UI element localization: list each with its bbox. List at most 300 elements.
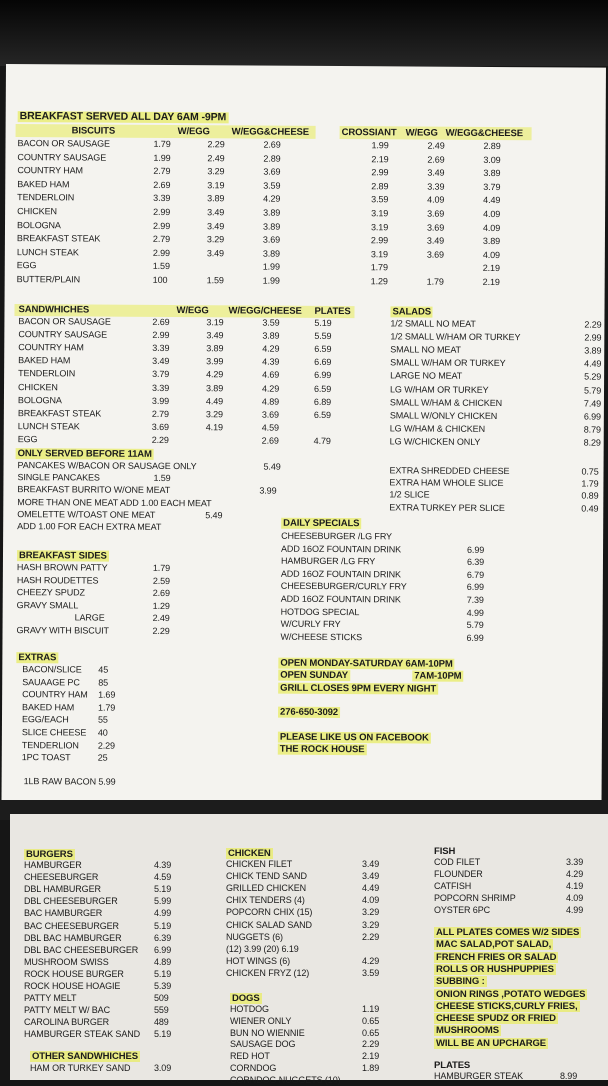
burger-price: 4.59: [154, 872, 172, 883]
chicken-price: 4.49: [362, 883, 380, 894]
item-name: COUNTRY HAM: [18, 342, 84, 353]
crossiant-wegg-header: W/EGG: [405, 127, 438, 139]
sandwiches-title: SANDWHICHES: [18, 304, 90, 316]
fish-name: FLOUNDER: [434, 869, 483, 880]
burger-name: HAMBURGER: [24, 860, 82, 870]
sandwich-wegg-price: 3.99: [206, 356, 224, 367]
salad-price: 5.79: [583, 385, 602, 396]
breakfast-sides-title: BREAKFAST SIDES: [18, 550, 107, 562]
extra-price: 55: [97, 714, 108, 726]
burger-name: DBL CHEESEBURGER: [24, 896, 118, 907]
dogs-title: DOGS: [232, 993, 260, 1004]
plates-item-price: 8.99: [560, 1071, 578, 1081]
item-name: CHICKEN: [17, 381, 58, 392]
dog-name: WIENER ONLY: [230, 1015, 292, 1026]
extra-name: BAKED HAM: [22, 701, 75, 713]
crossiant-weggcheese-price: 4.09: [482, 222, 501, 233]
burger-name: CAROLINA BURGER: [24, 1017, 110, 1028]
special-name: HAMBURGER /LG FRY: [280, 555, 376, 567]
salad-name: SMALL W/HAM OR TURKEY: [390, 357, 506, 369]
sandwich-weggcheese-price: 3.59: [262, 317, 280, 328]
extra-name: SLICE CHEESE: [21, 727, 87, 738]
crossiant-wegg-price: 3.69: [426, 222, 445, 233]
biscuit-price: 2.99: [153, 206, 171, 218]
salad-extra-price: 0.75: [581, 466, 599, 477]
chicken-name: POPCORN CHIX (15): [226, 907, 313, 918]
plates-note-line: MUSHROOMS: [436, 1025, 499, 1037]
chicken-name: CHICKEN FRYZ (12): [226, 967, 310, 978]
side-price: 1.79: [152, 562, 171, 574]
special-price: 6.99: [467, 544, 485, 555]
biscuits-header: BISCUITS: [71, 125, 116, 137]
side-name: LARGE: [74, 612, 105, 624]
plates-note-line: MAC SALAD,POT SALAD,: [436, 939, 552, 951]
sandwich-wegg-header: W/EGG: [176, 305, 209, 317]
salad-extra-name: EXTRA TURKEY PER SLICE: [389, 501, 505, 513]
crossiant-price: 3.19: [371, 208, 389, 219]
extra-name: SAUAAGE PC: [22, 676, 80, 688]
biscuit-price: 2.79: [152, 234, 171, 245]
salad-extra-name: 1/2 SLICE: [389, 489, 430, 500]
salad-name: LARGE NO MEAT: [390, 370, 463, 382]
item-name: COUNTRY SAUSAGE: [18, 329, 108, 340]
extra-item-price: 1.59: [153, 473, 171, 484]
raw-bacon: 1LB RAW BACON 5.99: [23, 776, 116, 787]
biscuit-wegg-price: 2.49: [207, 152, 225, 163]
extra-name: TENDERLION: [21, 739, 79, 751]
dog-price: 1.19: [362, 1004, 380, 1014]
plate-price: 5.59: [314, 330, 332, 342]
crossiant-price: 1.99: [371, 140, 389, 151]
chicken-name: CHICK TEND SAND: [226, 871, 307, 882]
item-name: BUTTER/PLAIN: [16, 274, 81, 285]
sandwich-price: 3.99: [151, 395, 170, 406]
salad-name: SMALL W/HAM & CHICKEN: [389, 396, 503, 408]
plates-note-line: ROLLS OR HUSHPUPPIES: [436, 963, 554, 975]
dog-price: 0.65: [362, 1027, 380, 1038]
crossiant-weggcheese-price: 3.09: [483, 154, 501, 165]
grill-closes: GRILL CLOSES 9PM EVERY NIGHT: [280, 682, 437, 695]
side-name: GRAVY WITH BISCUIT: [16, 625, 109, 636]
item-name: BACON OR SAUSAGE: [17, 138, 110, 149]
salad-name: LG W/HAM OR TURKEY: [389, 383, 489, 395]
biscuit-price: 100: [152, 274, 168, 285]
crossiant-price: 1.79: [370, 262, 388, 273]
extra-item-price: 3.99: [259, 485, 277, 497]
crossiant-weggcheese-price: 4.49: [483, 195, 501, 206]
side-price: 2.69: [152, 588, 170, 599]
extra-price: 1.69: [98, 689, 116, 700]
daily-specials-title: DAILY SPECIALS: [283, 517, 360, 530]
crossiant-wegg-price: 2.69: [427, 154, 445, 165]
item-name: BREAKFAST STEAK: [16, 233, 101, 244]
side-name: CHEEZY SPUDZ: [16, 587, 85, 598]
hours-sunday-time: 7AM-10PM: [414, 670, 462, 682]
plates-note-line: SUBBING :: [436, 976, 485, 988]
crossiant-price: 2.19: [371, 153, 389, 164]
item-name: TENDERLOIN: [17, 192, 75, 203]
crossiant-price: 2.99: [371, 167, 389, 178]
special-price: 5.79: [466, 620, 484, 631]
salad-price: 2.99: [584, 332, 602, 343]
crossiant-wegg-price: 1.79: [426, 276, 444, 287]
hours-sunday-label: OPEN SUNDAY: [280, 669, 349, 682]
special-name: CHEESEBURGER/CURLY FRY: [280, 581, 407, 592]
fish-name: CATFISH: [434, 881, 472, 892]
fish-name: POPCORN SHRIMP: [434, 893, 516, 904]
sandwich-wegg-price: 4.49: [205, 395, 224, 406]
crossiant-wegg-price: 4.09: [427, 194, 445, 206]
extra-item: BREAKFAST BURRITO W/ONE MEAT: [17, 484, 171, 496]
crossiant-price: 2.99: [370, 235, 389, 246]
extra-item: OMELETTE W/TOAST ONE MEAT: [17, 508, 156, 520]
burger-price: 5.19: [154, 920, 172, 931]
burger-name: DBL HAMBURGER: [24, 884, 101, 895]
sandwich-weggcheese-price: 4.29: [261, 383, 280, 394]
item-name: EGG: [17, 433, 38, 445]
fish-price: 4.99: [566, 905, 584, 916]
biscuit-wegg-price: 3.49: [206, 248, 225, 259]
plates-note-line: CHEESE STICKS,CURLY FRIES,: [436, 1000, 578, 1012]
crossiant-weggcheese-price: 2.19: [482, 263, 500, 274]
salad-price: 8.29: [583, 437, 601, 448]
corndog-nuggets: CORNDOG NUGGETS (10): [230, 1075, 341, 1085]
item-name: BAKED HAM: [17, 178, 70, 190]
chicken-name: CHIX TENDERS (4): [226, 895, 305, 906]
burger-price: 4.89: [154, 956, 172, 967]
burger-price: 6.39: [154, 932, 172, 943]
biscuit-wegg-price: 3.29: [207, 166, 225, 177]
extras-title: EXTRAS: [18, 652, 57, 664]
sandwich-weggcheese-price: 4.89: [261, 396, 280, 407]
crossiant-wegg-price: 2.49: [427, 140, 445, 151]
sandwich-price: 2.99: [152, 329, 170, 341]
burger-price: 5.19: [154, 1029, 172, 1040]
crossiant-wegg-price: 3.69: [426, 249, 445, 260]
crossiant-weggcheese-price: 2.89: [483, 140, 501, 152]
side-price: 1.29: [152, 600, 170, 611]
biscuit-wegg-price: 3.19: [207, 180, 225, 191]
extra-price: 25: [97, 752, 108, 763]
sandwich-weggcheese-price: 4.69: [262, 369, 280, 381]
burger-price: 509: [154, 993, 169, 1004]
salad-extra-price: 1.79: [581, 478, 599, 489]
side-price: 2.29: [152, 625, 170, 637]
chicken-price: 3.59: [362, 967, 380, 978]
crossiant-weggcheese-price: 3.89: [482, 236, 501, 247]
burger-name: BAC CHEESEBURGER: [24, 920, 119, 931]
side-name: GRAVY SMALL: [16, 599, 79, 611]
extra-item: SINGLE PANCAKES: [17, 472, 100, 483]
item-name: COUNTRY HAM: [17, 165, 83, 176]
special-price: 6.99: [466, 582, 484, 593]
biscuit-wegg-price: 2.29: [207, 139, 225, 150]
biscuit-price: 1.59: [152, 261, 170, 272]
dog-name: CORNDOG: [230, 1063, 277, 1073]
special-name: ADD 16OZ FOUNTAIN DRINK: [280, 593, 401, 605]
fish-name: OYSTER 6PC: [434, 905, 491, 916]
extra-item-price: 5.49: [205, 510, 223, 521]
biscuit-wegg-price: 3.49: [207, 207, 225, 218]
dog-price: 1.89: [362, 1063, 380, 1073]
biscuit-price: 2.99: [152, 247, 171, 258]
sandwich-price: 2.29: [151, 434, 169, 445]
extra-price: 1.79: [98, 702, 116, 713]
burger-name: DBL BAC HAMBURGER: [24, 932, 122, 943]
plates-item: HAMBURGER STEAK: [434, 1071, 524, 1081]
phone-number: 276-650-3092: [280, 706, 339, 719]
biscuit-wegg-price: 3.49: [206, 220, 225, 231]
weggcheese-header: W/EGG&CHEESE: [231, 126, 310, 138]
other-sandwich-price: 3.09: [154, 1063, 172, 1073]
burger-name: BAC HAMBURGER: [24, 908, 103, 919]
dog-name: BUN NO WIENNIE: [230, 1027, 305, 1038]
burger-name: DBL BAC CHEESEBURGER: [24, 944, 139, 955]
biscuit-weggcheese-price: 3.69: [262, 234, 281, 245]
sandwich-wegg-price: 4.29: [206, 369, 224, 380]
fish-price: 4.29: [566, 869, 584, 880]
dog-name: HOTDOG: [230, 1004, 269, 1014]
burger-name: PATTY MELT W/ BAC: [24, 1005, 110, 1016]
fish-title: FISH: [434, 846, 456, 857]
salad-name: LG W/CHICKEN ONLY: [389, 436, 481, 447]
item-name: BOLOGNA: [16, 219, 61, 230]
extra-name: 1PC TOAST: [21, 752, 71, 763]
biscuit-wegg-price: 1.59: [206, 275, 224, 286]
biscuit-weggcheese-price: 3.89: [262, 248, 281, 259]
salad-name: 1/2 SMALL NO MEAT: [390, 318, 476, 329]
special-name: W/CURLY FRY: [280, 618, 341, 630]
plate-price: 6.89: [313, 396, 332, 407]
plate-price: 6.59: [314, 344, 332, 355]
crossiant-weggcheese-price: 3.89: [483, 168, 501, 179]
burger-name: MUSHROOM SWISS: [24, 956, 109, 967]
dog-name: RED HOT: [230, 1051, 270, 1062]
item-name: BAKED HAM: [18, 355, 71, 366]
biscuit-weggcheese-price: 3.69: [263, 166, 281, 177]
biscuit-weggcheese-price: 3.59: [263, 180, 281, 191]
salad-extra-price: 0.49: [581, 503, 599, 514]
salads-title: SALADS: [392, 306, 431, 318]
burger-price: 559: [154, 1005, 169, 1016]
biscuit-weggcheese-price: 3.89: [262, 221, 281, 232]
crossiant-wegg-price: 3.49: [426, 235, 445, 246]
burger-price: 5.19: [154, 884, 172, 895]
crossiant-price: 3.59: [371, 194, 389, 205]
dark-background: [0, 0, 608, 66]
plates-note-line: WILL BE AN UPCHARGE: [436, 1037, 546, 1049]
plates-note-line: ALL PLATES COMES W/2 SIDES: [436, 927, 580, 938]
burger-price: 5.39: [154, 981, 172, 991]
burger-price: 5.99: [154, 896, 172, 907]
facebook-note: PLEASE LIKE US ON FACEBOOK: [279, 731, 429, 744]
item-name: BACON OR SAUSAGE: [18, 316, 111, 327]
plate-price: 5.19: [314, 317, 332, 328]
salad-price: 4.49: [584, 358, 602, 369]
chicken-price: 2.29: [362, 931, 380, 942]
only-before-11: ONLY SERVED BEFORE 11AM: [17, 448, 152, 460]
extra-item-price: 5.49: [263, 461, 281, 472]
salad-price: 5.29: [584, 371, 602, 383]
extra-price: 40: [97, 727, 108, 738]
plate-price: 6.99: [314, 370, 332, 381]
extra-name: EGG/EACH: [21, 714, 69, 725]
chicken-name: CHICKEN FILET: [226, 859, 293, 869]
biscuit-price: 2.99: [152, 220, 171, 231]
special-name: ADD 16OZ FOUNTAIN DRINK: [280, 568, 401, 580]
biscuit-price: 3.39: [153, 193, 171, 204]
biscuit-price: 2.69: [153, 179, 171, 190]
biscuit-weggcheese-price: 2.89: [263, 153, 281, 164]
crossiant-wegg-price: 3.69: [427, 208, 445, 219]
burgers-title: BURGERS: [26, 849, 73, 860]
salad-name: LG W/HAM & CHICKEN: [389, 423, 486, 434]
sandwich-price: 3.49: [152, 356, 170, 367]
burger-name: ROCK HOUSE HOAGIE: [24, 981, 121, 991]
extra-price: 85: [98, 677, 109, 688]
salad-extra-price: 0.89: [581, 490, 599, 502]
item-name: TENDERLOIN: [18, 368, 76, 379]
sandwich-wegg-price: 3.89: [205, 382, 224, 393]
dog-name: SAUSAGE DOG: [230, 1039, 296, 1050]
extra-name: BACON/SLICE: [22, 664, 82, 675]
sandwich-weggcheese-price: 4.29: [262, 343, 280, 354]
fish-price: 3.39: [566, 857, 584, 867]
burger-price: 6.99: [154, 944, 172, 955]
sandwich-price: 3.39: [152, 343, 170, 354]
extra-name: COUNTRY HAM: [22, 689, 88, 700]
crossiant-price: 3.19: [370, 249, 389, 260]
chicken-title: CHICKEN: [228, 848, 271, 859]
item-name: COUNTRY SAUSAGE: [17, 151, 107, 163]
plates-note-line: FRENCH FRIES OR SALAD: [436, 951, 557, 963]
sandwich-weggcheese-price: 3.89: [262, 330, 280, 341]
chicken-price: 4.09: [362, 895, 380, 906]
crossiant-header: CROSSIANT: [341, 127, 397, 139]
plate-price: 6.59: [313, 383, 332, 394]
sandwich-price: 3.39: [151, 382, 170, 393]
special-name: ADD 16OZ FOUNTAIN DRINK: [281, 543, 402, 555]
special-price: 6.79: [466, 569, 485, 580]
fish-name: COD FILET: [434, 857, 481, 867]
biscuit-weggcheese-price: 4.29: [263, 193, 281, 205]
plate-price: 6.59: [313, 409, 332, 420]
salad-price: 3.89: [584, 345, 602, 356]
sandwich-wegg-price: 3.49: [206, 330, 224, 341]
salad-price: 2.29: [584, 319, 602, 330]
burger-name: PATTY MELT: [24, 993, 77, 1004]
chicken-name: NUGGETS (6): [226, 931, 283, 942]
plates-title: PLATES: [434, 1060, 471, 1071]
dog-price: 2.29: [362, 1039, 380, 1050]
side-name: HASH ROUDETTES: [16, 574, 99, 586]
plate-price: 4.79: [313, 435, 331, 446]
item-name: LUNCH STEAK: [16, 246, 79, 258]
sandwich-weggcheese-header: W/EGG/CHEESE: [228, 305, 302, 317]
crossiant-price: 1.29: [370, 276, 388, 287]
burger-price: 489: [154, 1017, 169, 1028]
chicken-name: HOT WINGS (6): [226, 955, 291, 966]
salad-extra-name: EXTRA HAM WHOLE SLICE: [389, 477, 504, 489]
chicken-price: 3.29: [362, 907, 380, 918]
special-price: 4.99: [466, 607, 484, 618]
special-price: 6.99: [466, 632, 484, 643]
biscuit-price: 1.79: [153, 138, 171, 150]
restaurant-name: THE ROCK HOUSE: [279, 743, 365, 756]
item-name: LUNCH STEAK: [17, 420, 80, 432]
burger-price: 4.99: [154, 908, 172, 919]
biscuit-price: 2.79: [153, 166, 171, 177]
biscuit-weggcheese-price: 1.99: [262, 275, 280, 286]
sandwich-price: 2.79: [151, 408, 170, 419]
menu-page-top: [1, 64, 605, 806]
salad-extra-name: EXTRA SHREDDED CHEESE: [389, 465, 510, 477]
special-price: 6.39: [466, 557, 485, 568]
fish-price: 4.09: [566, 893, 584, 904]
crossiant-weggcheese-price: 4.09: [483, 208, 501, 220]
biscuit-weggcheese-price: 3.89: [263, 207, 281, 218]
crossiant-price: 3.19: [370, 221, 389, 232]
chicken-name: CHICK SALAD SAND: [226, 919, 312, 930]
chicken-price: 3.49: [362, 859, 380, 869]
item-name: BOLOGNA: [17, 394, 62, 405]
breakfast-title: BREAKFAST SERVED ALL DAY 6AM -9PM: [19, 110, 227, 124]
fish-price: 4.19: [566, 881, 584, 892]
sandwich-weggcheese-price: 3.69: [261, 409, 280, 420]
sandwich-price: 3.69: [151, 421, 169, 432]
chicken-price: 3.49: [362, 871, 380, 882]
biscuit-weggcheese-price: 2.69: [263, 139, 281, 150]
special-price: 7.39: [466, 594, 484, 605]
crossiant-wegg-price: 3.49: [427, 167, 445, 178]
plates-note-line: ONION RINGS ,POTATO WEDGES: [436, 988, 586, 1000]
sandwich-price: 2.69: [152, 316, 170, 328]
dog-price: 2.19: [362, 1051, 380, 1062]
crossiant-weggcheese-price: 2.19: [482, 276, 500, 288]
salad-price: 6.99: [583, 411, 602, 422]
sandwich-weggcheese-price: 4.59: [261, 422, 279, 433]
chicken-price: 3.29: [362, 919, 380, 930]
wegg-header: W/EGG: [177, 126, 210, 138]
burger-price: 5.19: [154, 968, 172, 979]
extra-item: PANCAKES W/BACON OR SAUSAGE ONLY: [17, 460, 197, 472]
biscuit-wegg-price: 3.29: [206, 234, 225, 245]
salad-name: 1/2 SMALL W/HAM OR TURKEY: [390, 331, 521, 343]
extra-price: 45: [98, 664, 109, 675]
crossiant-weggcheese-price: 3.79: [483, 181, 501, 192]
crossiant-weggcheese-header: W/EGG&CHEESE: [445, 127, 524, 140]
side-price: 2.59: [152, 575, 171, 586]
plate-price: 6.69: [314, 357, 332, 368]
salad-name: SMALL W/ONLY CHICKEN: [389, 410, 498, 421]
hours-weekdays: OPEN MONDAY-SATURDAY 6AM-10PM: [280, 657, 453, 670]
other-sandwiches-title: OTHER SANDWHICHES: [32, 1051, 138, 1062]
salad-price: 8.79: [583, 424, 601, 435]
special-name: W/CHEESE STICKS: [280, 631, 363, 642]
item-name: BREAKFAST STEAK: [17, 407, 102, 419]
crossiant-price: 2.89: [371, 181, 389, 192]
sandwich-wegg-price: 3.89: [206, 343, 224, 354]
sandwich-wegg-price: 3.29: [205, 408, 224, 420]
item-name: EGG: [16, 260, 37, 271]
menu-page-bottom: [10, 814, 608, 1085]
chicken-price: 4.29: [362, 955, 380, 966]
burger-name: HAMBURGER STEAK SAND: [24, 1029, 141, 1040]
biscuit-price: 1.99: [153, 152, 171, 163]
sandwich-price: 3.79: [152, 369, 170, 380]
plates-note-line: CHEESE SPUDZ OR FRIED: [436, 1013, 556, 1025]
chicken-name: (12) 3.99 (20) 6.19: [226, 943, 299, 954]
